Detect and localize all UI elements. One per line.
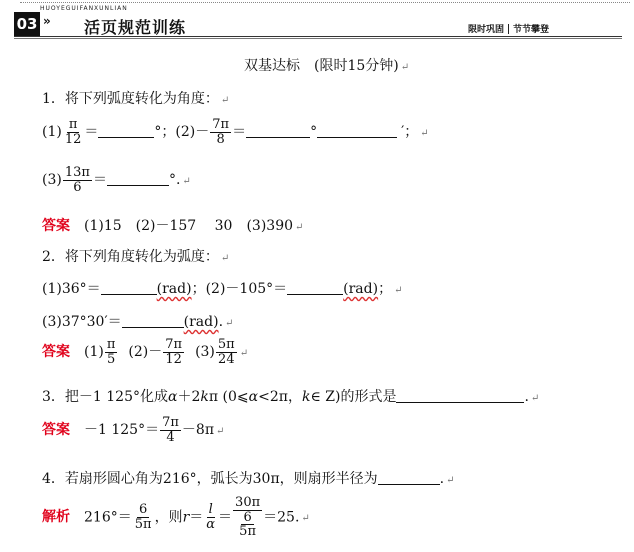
header-tag-right: 节节攀登 bbox=[513, 25, 550, 35]
fraction-pi-over-12 bbox=[63, 118, 84, 146]
header-pinyin: HUOYEGUIFANXUNLIAN bbox=[40, 5, 128, 12]
minute-unit: ′； bbox=[401, 124, 419, 141]
question-3-text: 3．把－1 125°化成 bbox=[42, 389, 168, 405]
question-2-text: 2．将下列角度转化为弧度： bbox=[42, 249, 219, 265]
header-rule-secondary bbox=[14, 38, 622, 39]
numerator: 13π bbox=[64, 165, 90, 180]
numerator: π bbox=[68, 117, 78, 132]
answer-label: 答案 bbox=[42, 422, 70, 439]
header-rule bbox=[14, 36, 622, 37]
answer-blank[interactable] bbox=[378, 484, 440, 485]
answer-1 bbox=[42, 215, 303, 235]
part-label: (2)－ bbox=[175, 124, 210, 141]
question-3-text: ∈ Z)的形式是 bbox=[310, 389, 397, 405]
numerator: π bbox=[106, 337, 116, 352]
section-number-badge: 03 bbox=[14, 12, 40, 36]
answer-1-text: (1)15 (2)－157 30 (3)390 bbox=[84, 218, 294, 234]
fraction-7pi-over-8 bbox=[210, 118, 231, 146]
answer-blank[interactable] bbox=[246, 137, 310, 138]
degree-unit: ° bbox=[310, 124, 318, 141]
return-mark-icon: ↵ bbox=[295, 222, 304, 233]
denominator: 5 bbox=[106, 351, 116, 367]
fraction-pi-over-5 bbox=[105, 338, 118, 366]
equals-sign: ＝ bbox=[218, 509, 233, 526]
plus-term: ＋2 bbox=[177, 389, 201, 405]
question-1-line-1 bbox=[42, 118, 429, 146]
part-label: (3)37°30′＝ bbox=[42, 314, 122, 330]
return-mark-icon: ↵ bbox=[220, 95, 230, 106]
answer-blank[interactable] bbox=[396, 402, 524, 403]
fraction-7pi-over-4 bbox=[160, 416, 181, 444]
compound-fraction bbox=[233, 496, 262, 539]
question-4-text: 4．若扇形圆心角为216°，弧长为30π，则扇形半径为 bbox=[42, 471, 378, 487]
return-mark-icon: ↵ bbox=[446, 475, 455, 486]
denominator: 24 bbox=[218, 351, 235, 367]
numerator: 7π bbox=[165, 337, 183, 352]
header-title: 活页规范训练 bbox=[84, 18, 187, 37]
answer-4 bbox=[42, 496, 310, 539]
double-chevron-icon: » bbox=[43, 14, 51, 28]
period: . bbox=[439, 471, 445, 487]
equals-sign: ＝ bbox=[84, 124, 99, 141]
degree-unit: °. bbox=[168, 172, 181, 189]
return-mark-icon: ↵ bbox=[394, 285, 403, 296]
fraction-6-over-5-pi bbox=[237, 511, 258, 539]
denominator: 5π bbox=[239, 524, 256, 540]
denominator: 12 bbox=[165, 351, 182, 367]
return-mark-icon: ↵ bbox=[400, 62, 410, 73]
section-heading bbox=[244, 55, 409, 75]
fraction-5pi-over-24 bbox=[216, 338, 237, 366]
header-right-tags bbox=[468, 22, 549, 35]
denominator: 4 bbox=[166, 429, 175, 445]
numerator: 7π bbox=[212, 117, 230, 132]
question-1-prompt bbox=[42, 88, 229, 108]
denominator: 12 bbox=[64, 131, 82, 147]
alpha-symbol: α bbox=[248, 389, 259, 405]
part-label: (2)－ bbox=[128, 344, 163, 361]
numerator: 5π bbox=[217, 337, 235, 352]
section-heading-text: 双基达标 (限时15分钟) bbox=[244, 58, 399, 74]
question-3-text: π (0⩽ bbox=[208, 389, 249, 405]
denominator: 5π bbox=[134, 516, 152, 532]
page-header bbox=[0, 0, 634, 44]
numerator: 6 bbox=[139, 502, 148, 518]
answer-blank[interactable] bbox=[98, 137, 154, 138]
header-tag-left: 限时巩固 bbox=[468, 25, 505, 35]
part-label: (3) bbox=[195, 344, 215, 361]
fraction-6-over-5-pi bbox=[133, 503, 154, 531]
fraction-l-over-alpha bbox=[204, 503, 217, 531]
return-mark-icon: ↵ bbox=[530, 393, 540, 404]
fraction-7pi-over-12 bbox=[163, 338, 184, 366]
question-2-line-2 bbox=[42, 311, 233, 331]
numerator: 6 bbox=[243, 509, 252, 525]
question-2-prompt bbox=[42, 246, 229, 266]
question-3-text: <2π， bbox=[258, 389, 302, 405]
answer-2 bbox=[42, 338, 248, 366]
answer-blank[interactable] bbox=[101, 294, 157, 295]
part-label: (1)36°＝ bbox=[42, 281, 101, 297]
answer-3-text: －1 125°＝ bbox=[84, 422, 160, 439]
question-1-line-2 bbox=[42, 166, 191, 194]
part-label: (1) bbox=[84, 344, 104, 361]
period: . bbox=[524, 389, 529, 405]
rad-unit: (rad) bbox=[343, 281, 379, 297]
return-mark-icon: ↵ bbox=[239, 348, 249, 360]
semicolon: ； bbox=[378, 281, 393, 297]
part-label: ；(2)－105°＝ bbox=[191, 281, 288, 297]
question-1-text: 1．将下列弧度转化为角度： bbox=[42, 91, 219, 107]
denominator: 6 bbox=[73, 179, 82, 195]
answer-label: 答案 bbox=[42, 344, 70, 361]
answer-3-text: －8π bbox=[181, 422, 215, 439]
question-4 bbox=[42, 468, 455, 488]
analysis-label: 解析 bbox=[42, 509, 70, 526]
answer-blank[interactable] bbox=[107, 185, 169, 186]
analysis-text: ＝25. bbox=[263, 509, 300, 526]
r-symbol: r bbox=[182, 509, 190, 526]
answer-label: 答案 bbox=[42, 218, 70, 234]
analysis-text: ，则 bbox=[154, 509, 183, 526]
answer-blank[interactable] bbox=[122, 327, 184, 328]
numerator: l bbox=[208, 502, 213, 518]
answer-blank[interactable] bbox=[317, 137, 397, 138]
k-symbol: k bbox=[301, 389, 311, 405]
return-mark-icon: ↵ bbox=[420, 128, 429, 140]
return-mark-icon: ↵ bbox=[182, 176, 191, 188]
period: . bbox=[218, 314, 224, 330]
return-mark-icon: ↵ bbox=[216, 426, 225, 438]
return-mark-icon: ↵ bbox=[301, 513, 310, 525]
part-label: (3) bbox=[42, 172, 62, 189]
return-mark-icon: ↵ bbox=[220, 253, 230, 264]
equals-sign: ＝ bbox=[189, 509, 204, 526]
equals-sign: ＝ bbox=[92, 172, 107, 189]
question-2-line-1 bbox=[42, 278, 402, 298]
part-label: (1) bbox=[42, 124, 62, 141]
rad-unit: (rad) bbox=[156, 281, 192, 297]
analysis-text: 216°＝ bbox=[84, 509, 132, 526]
degree-unit: °； bbox=[154, 124, 176, 141]
denominator bbox=[234, 511, 261, 539]
rad-unit: (rad) bbox=[183, 314, 219, 330]
question-3 bbox=[42, 386, 539, 406]
alpha-symbol: α bbox=[168, 389, 178, 405]
denominator: 8 bbox=[216, 131, 225, 147]
fraction-13pi-over-6 bbox=[63, 166, 92, 194]
numerator: 30π bbox=[235, 495, 261, 510]
header-top-rule bbox=[20, 2, 630, 3]
header-tag-divider bbox=[508, 24, 509, 34]
numerator: 7π bbox=[162, 415, 179, 430]
equals-sign: ＝ bbox=[232, 124, 247, 141]
return-mark-icon: ↵ bbox=[225, 318, 234, 329]
k-symbol: k bbox=[200, 389, 209, 405]
answer-3 bbox=[42, 416, 224, 444]
denominator: α bbox=[206, 516, 216, 532]
answer-blank[interactable] bbox=[287, 294, 343, 295]
